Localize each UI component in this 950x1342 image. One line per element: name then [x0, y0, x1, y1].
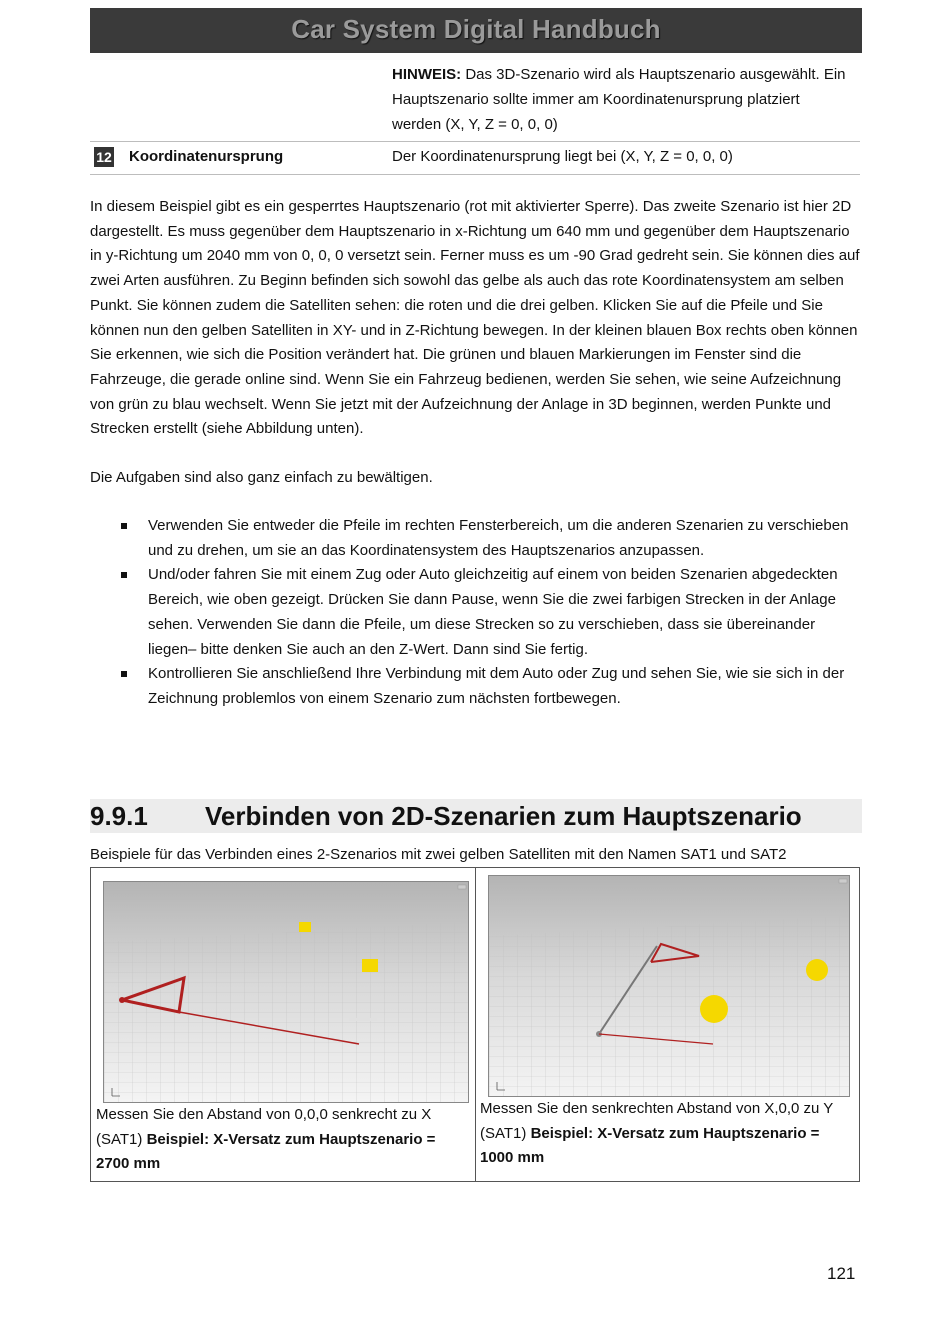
section-caption: Beispiele für das Verbinden eines 2-Szenarios mit zwei gelben Satelliten mit den Namen SAT1 und SAT2: [90, 846, 787, 863]
section-heading: [90, 799, 862, 833]
scene-3d-left: [104, 882, 468, 1102]
figure-caption-right: [480, 1097, 855, 1171]
section-title: Verbinden von 2D-Szenarien zum Hauptszenario: [205, 801, 802, 831]
note-box: [392, 62, 852, 137]
list-item: [90, 662, 860, 711]
bullet-square-icon: [121, 523, 127, 529]
note-label: HINWEIS:: [392, 66, 462, 83]
list-item-text: Verwenden Sie entweder die Pfeile im rechten Fensterbereich, um die anderen Szenarien zu verschieben und zu drehen, um sie an das Koordinatensystem des Hauptszenarios anzupassen.: [148, 517, 849, 559]
screenshot-left: [103, 881, 469, 1103]
list-item-text: Kontrollieren Sie anschließend Ihre Verbindung mit dem Auto oder Zug und sehen Sie, wie sie sich in der Zeichnung problemlos von einem Szenario zum nächsten fortbewegen.: [148, 665, 845, 707]
figure-caption-left: [96, 1103, 466, 1177]
figure-table: [90, 867, 860, 1182]
row-number-badge: 12: [94, 147, 114, 167]
list-item: [90, 514, 860, 563]
figure-text: Messen Sie den Abstand von 0,0,0 senkrecht zu X (SAT1): [96, 1106, 432, 1148]
figure-bold-text: Beispiel: X-Versatz zum Hauptszenario = 1000 mm: [480, 1124, 820, 1166]
body-paragraph-2: Die Aufgaben sind also ganz einfach zu bewältigen.: [90, 469, 433, 486]
figure-bold-text: Beispiel: X-Versatz zum Hauptszenario = 2700 mm: [96, 1130, 436, 1172]
bullet-square-icon: [121, 572, 127, 578]
list-item-text: Und/oder fahren Sie mit einem Zug oder Auto gleichzeitig auf einem von beiden Szenarien abgedeckten Bereich, wie oben gezeigt. Drücken Sie dann Pause, wenn Sie die zwei farbigen Strecken in der Anlage sehen. Verwenden Sie dann die Pfeile, um diese Strecken so zu verschieben, dass sie übereinander liegen– bitte denken Sie auch an den Z-Wert. Dann sind Sie fertig.: [148, 566, 838, 658]
table-row: [90, 141, 860, 175]
bullet-square-icon: [121, 671, 127, 677]
bullet-list: [90, 514, 860, 712]
figure-text: Messen Sie den senkrechten Abstand von X,0,0 zu Y (SAT1): [480, 1100, 834, 1142]
section-number: 9.9.1: [90, 801, 148, 831]
table-divider: [475, 868, 476, 1181]
note-text: Das 3D-Szenario wird als Hauptszenario ausgewählt. Ein Hauptszenario sollte immer am Koordinatenursprung platziert werden (X, Y, Z = 0, 0, 0): [392, 66, 846, 133]
page-header: Car System Digital Handbuch: [90, 8, 862, 53]
screenshot-right: [488, 875, 850, 1097]
row-description: Der Koordinatenursprung liegt bei (X, Y, Z = 0, 0, 0): [392, 148, 733, 165]
scene-3d-right: [489, 876, 849, 1096]
row-term: Koordinatenursprung: [129, 148, 284, 165]
list-item: [90, 563, 860, 662]
body-paragraph-1: In diesem Beispiel gibt es ein gesperrtes Hauptszenario (rot mit aktivierter Sperre). Das zweite Szenario ist hier 2D dargestellt. Es muss gegenüber dem Hauptszenario in x-Richtung um 640 mm und gegenüber dem Hauptszenario in y-Richtung um 2040 mm von 0, 0, 0 versetzt sein. Ferner muss es um -90 Grad gedreht sein. Sie können dies auf zwei Arten ausführen. Zu Beginn befinden sich sowohl das gelbe als auch das rote Koordinatensystem am selben Punkt. Sie können zudem die Satelliten sehen: die roten und die drei gelben. Klicken Sie auf die Pfeile und Sie können nun den gelben Satelliten in XY- und in Z-Richtung bewegen. In der kleinen blauen Box rechts oben können Sie erkennen, wie sich die Position verändert hat. Die grünen und blauen Markierungen im Fenster sind die Fahrzeuge, die gerade online sind. Wenn Sie ein Fahrzeug bedienen, werden Sie sehen, wie seine Aufzeichnung von grün zu blau wechselt. Wenn Sie jetzt mit der Aufzeichnung der Anlage in 3D beginnen, werden Punkte und Strecken erstellt (siehe Abbildung unten).: [90, 198, 860, 438]
page-number: 121: [827, 1264, 856, 1283]
